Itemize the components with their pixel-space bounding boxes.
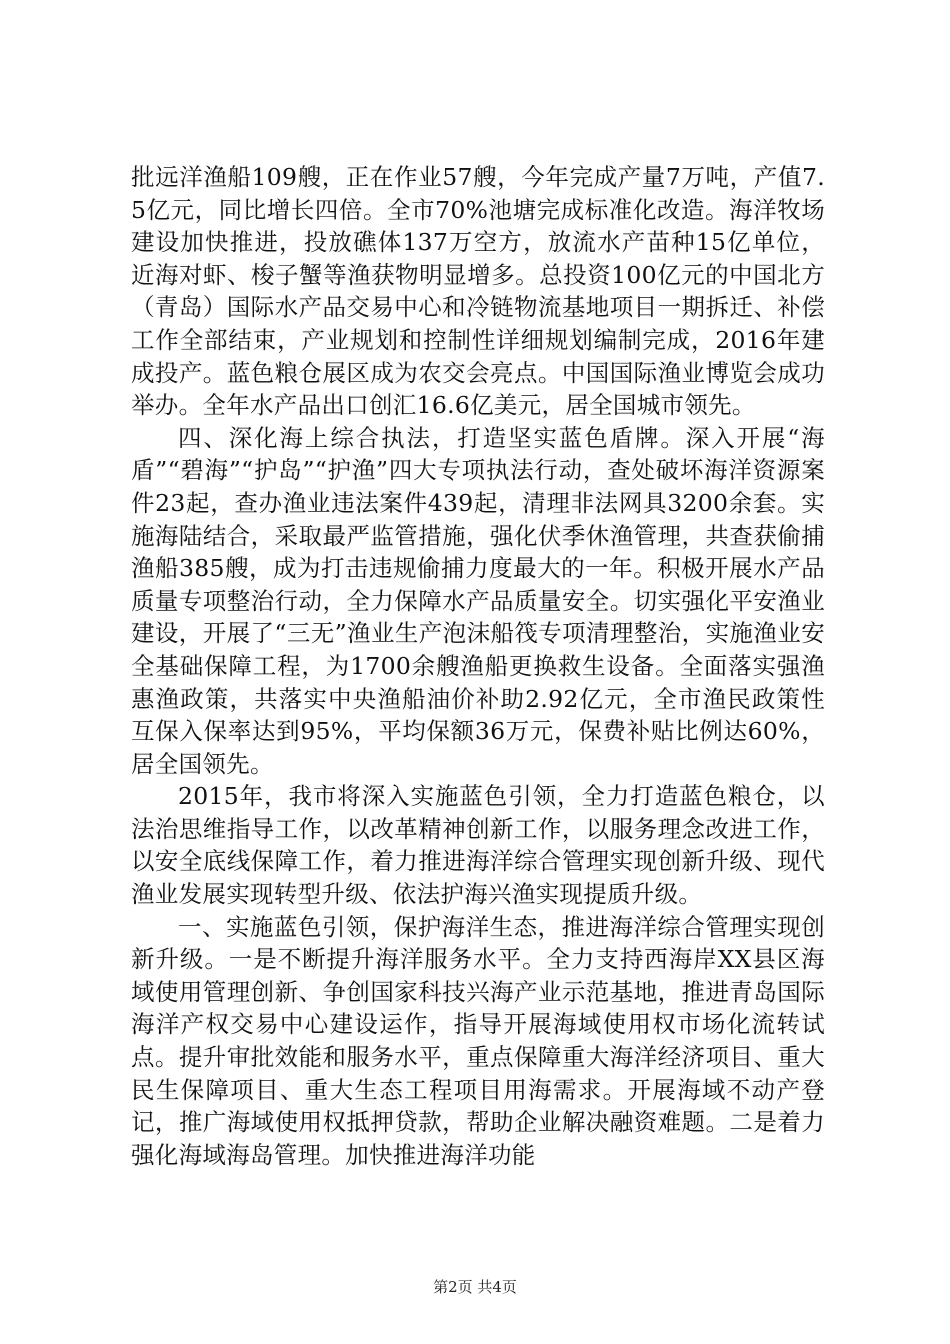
paragraph-3: 2015年，我市将深入实施蓝色引领，全力打造蓝色粮仓，以法治思维指导工作，以改革精神创新工作，以服务理念改进工作，以安全底线保障工作，着力推进海洋综合管理实现创新升级、现代渔业发展实现转型升级、依法护海兴渔实现提质升级。 [131, 782, 825, 909]
paragraph-2: 四、深化海上综合执法，打造坚实蓝色盾牌。深入开展“海盾”“碧海”“护岛”“护渔”四大专项执法行动，查处破坏海洋资源案件23起，查办渔业违法案件439起，清理非法网具3200余套。实施海陆结合，采取最严监管措施，强化伏季休渔管理，共查获偷捕渔船385艘，成为打击违规偷捕力度最大的一年。积极开展水产品质量专项整治行动，全力保障水产品质量安全。切实强化平安渔业建设，开展了“三无”渔业生产泡沫船筏专项清理整治，实施渔业安全基础保障工程，为1700余艘渔船更换救生设备。全面落实强渔惠渔政策，共落实中央渔船油价补助2.92亿元，全市渔民政策性互保入保率达到95%，平均保额36万元，保费补贴比例达60%，居全国领先。 [131, 423, 825, 778]
document-body [131, 161, 825, 1171]
paragraph-1: 批远洋渔船109艘，正在作业57艘，今年完成产量7万吨，产值7.5亿元，同比增长四倍。全市70%池塘完成标准化改造。海洋牧场建设加快推进，投放礁体137万空方，放流水产苗种15亿单位，近海对虾、梭子蟹等渔获物明显增多。总投资100亿元的中国北方（青岛）国际水产品交易中心和冷链物流基地项目一期拆迁、补偿工作全部结束，产业规划和控制性详细规划编制完成，2016年建成投产。蓝色粮仓展区成为农交会亮点。中国国际渔业博览会成功举办。全年水产品出口创汇16.6亿美元，居全国城市领先。 [131, 163, 825, 420]
paragraph-4: 一、实施蓝色引领，保护海洋生态，推进海洋综合管理实现创新升级。一是不断提升海洋服务水平。全力支持西海岸XX县区海域使用管理创新、争创国家科技兴海产业示范基地，推进青岛国际海洋产权交易中心建设运作，指导开展海域使用权市场化流转试点。提升审批效能和服务水平，重点保障重大海洋经济项目、重大民生保障项目、重大生态工程项目用海需求。开展海域不动产登记，推广海域使用权抵押贷款，帮助企业解决融资难题。二是着力强化海域海岛管理。加快推进海洋功能 [131, 912, 825, 1169]
page-footer: 第2页 共4页 [433, 1278, 517, 1296]
